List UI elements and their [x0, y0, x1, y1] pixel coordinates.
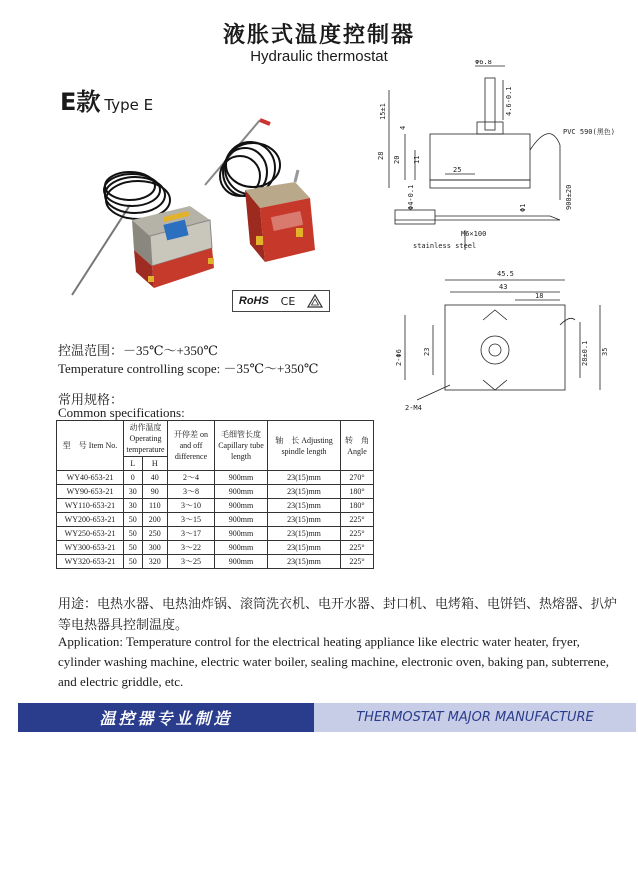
cell-L: 0	[124, 471, 143, 485]
cell-spindle: 23(15)mm	[268, 527, 341, 541]
cell-model: WY300-653-21	[57, 541, 124, 555]
cell-model: WY90-653-21	[57, 485, 124, 499]
dim-25: 25	[453, 166, 462, 174]
cell-angle: 225°	[341, 527, 374, 541]
cell-L: 50	[124, 555, 143, 569]
dim-43: 43	[499, 283, 508, 291]
specs-title-en: Common specifications:	[58, 405, 185, 420]
dim-20: 20	[393, 155, 401, 164]
banner-left: 温控器专业制造	[18, 703, 314, 732]
header-spindle: 轴 长 Adjusting spindle length	[268, 421, 341, 471]
cell-H: 110	[142, 499, 167, 513]
dim-4: 4	[399, 125, 407, 130]
cell-diff: 3～17	[168, 527, 215, 541]
dim-455: 45.5	[497, 270, 514, 278]
page-title: 液胀式温度控制器	[222, 23, 415, 48]
cell-cap: 900mm	[215, 471, 268, 485]
cell-model: WY40-653-21	[57, 471, 124, 485]
cell-cap: 900mm	[215, 513, 268, 527]
dim-28b: 28±0.1	[581, 340, 589, 366]
cell-cap: 900mm	[215, 499, 268, 513]
specs-table-body	[57, 471, 374, 569]
page-subtitle: Hydraulic thermostat	[250, 48, 388, 65]
cell-L: 50	[124, 541, 143, 555]
cell-L: 50	[124, 527, 143, 541]
header-difference: 开停差 on and off difference	[168, 421, 215, 471]
dim-phi6: 2-Φ6	[395, 349, 403, 366]
cell-H: 320	[142, 555, 167, 569]
table-row	[57, 485, 374, 499]
cell-model: WY250-653-21	[57, 527, 124, 541]
table-row	[57, 471, 374, 485]
cell-spindle: 23(15)mm	[268, 513, 341, 527]
ce-mark: CE	[280, 294, 296, 308]
cell-spindle: 23(15)mm	[268, 485, 341, 499]
header-H: H	[142, 457, 167, 471]
cell-diff: 3～10	[168, 499, 215, 513]
cell-model: WY110-653-21	[57, 499, 124, 513]
table-row	[57, 499, 374, 513]
specs-title-cn: 常用规格：	[58, 392, 124, 407]
cell-cap: 900mm	[215, 485, 268, 499]
cell-diff: 3～8	[168, 485, 215, 499]
dim-shaft-diameter: Φ6.8	[475, 60, 492, 66]
dimension-drawing	[375, 60, 630, 420]
cell-angle: 225°	[341, 555, 374, 569]
cell-angle: 270°	[341, 471, 374, 485]
cell-diff: 3～15	[168, 513, 215, 527]
cell-diff: 2～4	[168, 471, 215, 485]
dim-46: 4.6-0.1	[505, 86, 513, 116]
cell-cap: 900mm	[215, 541, 268, 555]
cell-diff: 3～25	[168, 555, 215, 569]
cell-spindle: 23(15)mm	[268, 555, 341, 569]
dim-11: 11	[413, 155, 421, 164]
header-model: 型 号 Item No.	[57, 421, 124, 471]
cell-model: WY320-653-21	[57, 555, 124, 569]
dim-thread: M6×100	[461, 230, 487, 238]
dim-stainless: stainless steel	[413, 242, 477, 250]
dim-35: 35	[601, 347, 609, 356]
rohs-mark: RoHS	[238, 295, 269, 307]
cell-H: 250	[142, 527, 167, 541]
cell-H: 40	[142, 471, 167, 485]
table-row	[57, 555, 374, 569]
dim-bulb-diameter: Φ1	[519, 203, 527, 212]
cell-angle: 225°	[341, 513, 374, 527]
cell-cap: 900mm	[215, 527, 268, 541]
dim-phi4: Φ4-0.1	[407, 184, 415, 210]
dim-2m4: 2-M4	[405, 404, 422, 412]
cell-angle: 225°	[341, 541, 374, 555]
type-label-cn: E款	[60, 88, 101, 116]
cell-angle: 180°	[341, 499, 374, 513]
dim-23: 23	[423, 347, 431, 356]
usage-en: Application: Temperature control for the electrical heating appliance like electric water heater, fryer, cylinder washing machine, electric water boiler, sealing machine, electronic oven, baking pan, subterrene, and electric griddle, etc.	[58, 634, 610, 689]
cell-spindle: 23(15)mm	[268, 499, 341, 513]
banner-right: THERMOSTAT MAJOR MANUFACTURE	[314, 703, 636, 732]
temperature-range-cn: 控温范围：－35℃～+350℃	[58, 343, 218, 358]
dim-pvc-wire: PVC 590(黑色)	[563, 128, 615, 136]
header-op-temp: 动作温度 Operating temperature	[124, 421, 168, 457]
cell-angle: 180°	[341, 485, 374, 499]
usage-cn: 用途：电热水器、电热油炸锅、滚筒洗衣机、电开水器、封口机、电烤箱、电饼铛、热熔器、扒炉等电热器具控制温度。	[58, 596, 618, 632]
cell-L: 50	[124, 513, 143, 527]
header-angle: 转 角 Angle	[341, 421, 374, 471]
cell-L: 30	[124, 485, 143, 499]
temperature-range-en: Temperature controlling scope: －35℃～+350℃	[58, 361, 319, 376]
product-photo	[60, 110, 350, 300]
cell-H: 90	[142, 485, 167, 499]
specs-table	[56, 420, 374, 569]
cell-spindle: 23(15)mm	[268, 541, 341, 555]
cell-diff: 3～22	[168, 541, 215, 555]
dim-28: 28	[377, 151, 385, 160]
dim-18: 18	[535, 292, 544, 300]
dim-900: 900±20	[565, 184, 573, 210]
table-row	[57, 527, 374, 541]
cell-H: 200	[142, 513, 167, 527]
type-label-en: Type E	[104, 96, 154, 114]
certification-box	[232, 290, 330, 312]
cell-cap: 900mm	[215, 555, 268, 569]
table-row	[57, 513, 374, 527]
cell-H: 300	[142, 541, 167, 555]
recycle-icon	[307, 294, 323, 308]
table-row	[57, 541, 374, 555]
header-L: L	[124, 457, 143, 471]
cell-model: WY200-653-21	[57, 513, 124, 527]
footer-banner	[18, 703, 636, 732]
cell-spindle: 23(15)mm	[268, 471, 341, 485]
header-capillary: 毛细管长度 Capillary tube length	[215, 421, 268, 471]
cell-L: 30	[124, 499, 143, 513]
dim-15: 15±1	[379, 103, 387, 120]
